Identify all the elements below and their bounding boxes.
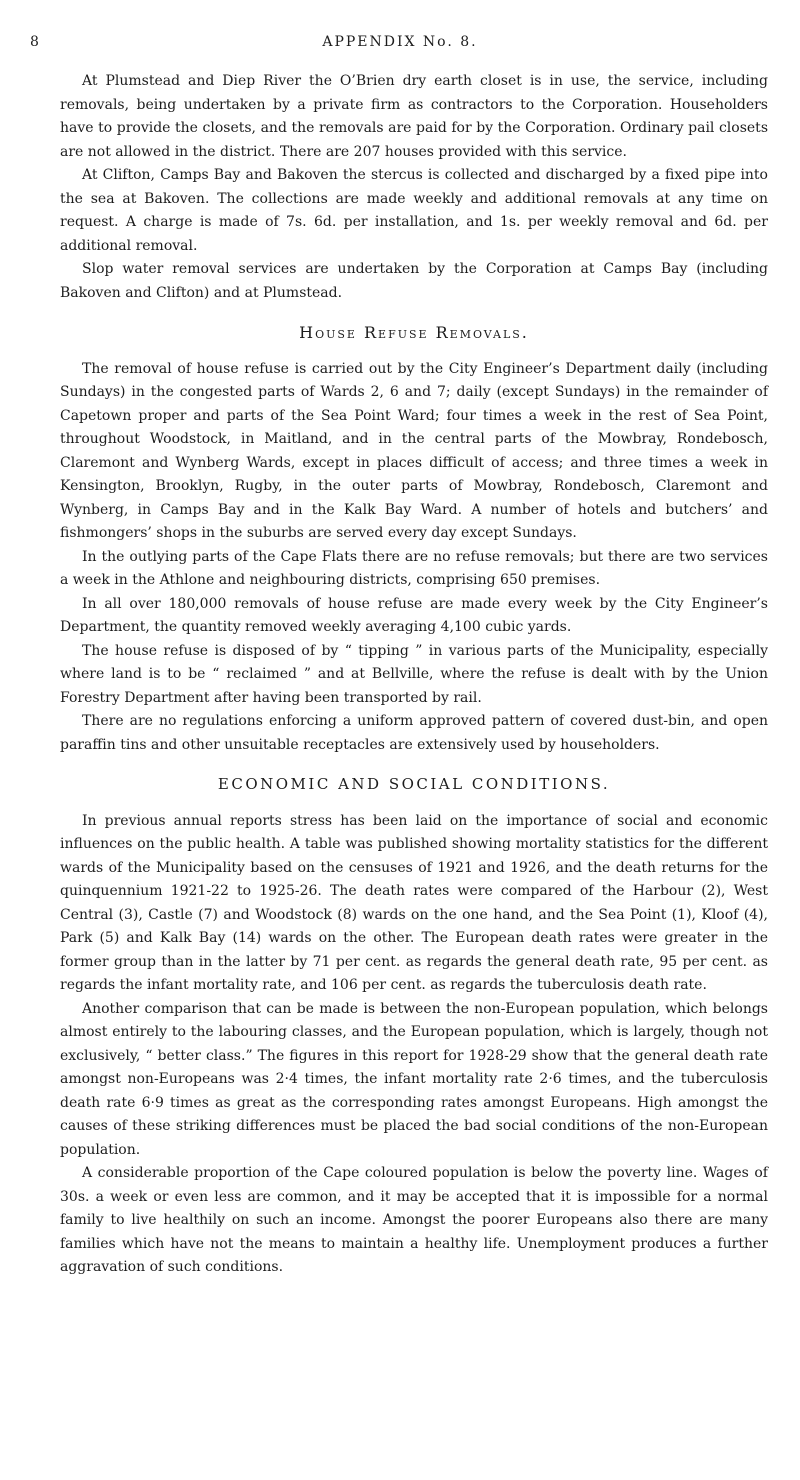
paragraph: There are no regulations enforcing a uniform approved pattern of covered dust-bin, and open paraffin tins and other unsuitable receptacles are extensively used by householders. [60,713,768,753]
section-heading-house-refuse: House Refuse Removals. [299,323,529,342]
paragraph: The house refuse is disposed of by “ tipping ” in various parts of the Municipality, especially where land is to be “ reclaimed ” and at Bellville, where the refuse is dealt with by the Union Forestry Department after having been transported by rail. [60,642,768,706]
body-text [60,70,768,1280]
paragraph: At Plumstead and Diep River the O’Brien dry earth closet is in use, the service, including removals, being undertaken by a private firm as contractors to the Corporation. Householders have to provide the closets, and the removals are paid for by the Corporation. Ordinary pail closets are not allowed in the district. There are 207 houses provided with this service. [60,73,768,160]
page-header [30,34,770,58]
paragraph: The removal of house refuse is carried out by the City Engineer’s Department daily (including Sundays) in the congested parts of Wards 2, 6 and 7; daily (except Sundays) in the remainder of Capetown proper and parts of the Sea Point Ward; four times a week in the rest of Sea Point, throughout Woodstock, in Maitland, and in the central parts of the Mowbray, Rondebosch, Claremont and Wynberg Wards, except in places difficult of access; and three times a week in Kensington, Brooklyn, Rugby, in the outer parts of Mowbray, Rondebosch, Claremont and Wynberg, in Camps Bay and in the Kalk Bay Ward. A number of hotels and butchers’ and fishmongers’ shops in the suburbs are served every day except Sundays. [60,360,768,541]
section-heading-economic-social: ECONOMIC AND SOCIAL CONDITIONS. [217,775,611,793]
paragraph: A considerable proportion of the Cape coloured population is below the poverty line. Wages of 30s. a week or even less are common, and it may be accepted that it is impossible for a normal family to live healthily on such an income. Amongst the poorer Europeans also there are many families which have not the means to maintain a healthy life. Unemployment produces a further aggravation of such conditions. [60,1165,768,1275]
paragraph: In all over 180,000 removals of house refuse are made every week by the City Engineer’s Department, the quantity removed weekly averaging 4,100 cubic yards. [60,595,768,635]
page-number: 8 [30,34,39,50]
paragraph: At Clifton, Camps Bay and Bakoven the stercus is collected and discharged by a fixed pipe into the sea at Bakoven. The collections are made weekly and additional removals at any time on request. A charge is made of 7s. 6d. per installation, and 1s. per weekly removal and 6d. per additional removal. [60,167,768,254]
paragraph: Another comparison that can be made is between the non-European population, which belongs almost entirely to the labouring classes, and the European population, which is largely, though not exclusively, “ better class.” The figures in this report for 1928-29 show that the general death rate amongst non-Europeans was 2·4 times, the infant mortality rate 2·6 times, and the tuberculosis death rate 6·9 times as great as the corresponding rates amongst Europeans. High amongst the causes of these striking differences must be placed the bad social conditions of the non-European population. [60,1000,768,1158]
paragraph: In previous annual reports stress has been laid on the importance of social and economic influences on the public health. A table was published showing mortality statistics for the different wards of the Municipality based on the censuses of 1921 and 1926, and the death returns for the quinquennium 1921-22 to 1925-26. The death rates were compared of the Harbour (2), West Central (3), Castle (7) and Woodstock (8) wards on the one hand, and the Sea Point (1), Kloof (4), Park (5) and Kalk Bay (14) wards on the other. The European death rates were greater in the former group than in the latter by 71 per cent. as regards the general death rate, 95 per cent. as regards the infant mortality rate, and 106 per cent. as regards the tuberculosis death rate. [60,812,768,993]
paragraph: Slop water removal services are undertaken by the Corporation at Camps Bay (including Bakoven and Clifton) and at Plumstead. [60,261,768,301]
paragraph: In the outlying parts of the Cape Flats there are no refuse removals; but there are two services a week in the Athlone and neighbouring districts, comprising 650 premises. [60,548,768,588]
running-title: APPENDIX No. 8. [322,34,478,50]
